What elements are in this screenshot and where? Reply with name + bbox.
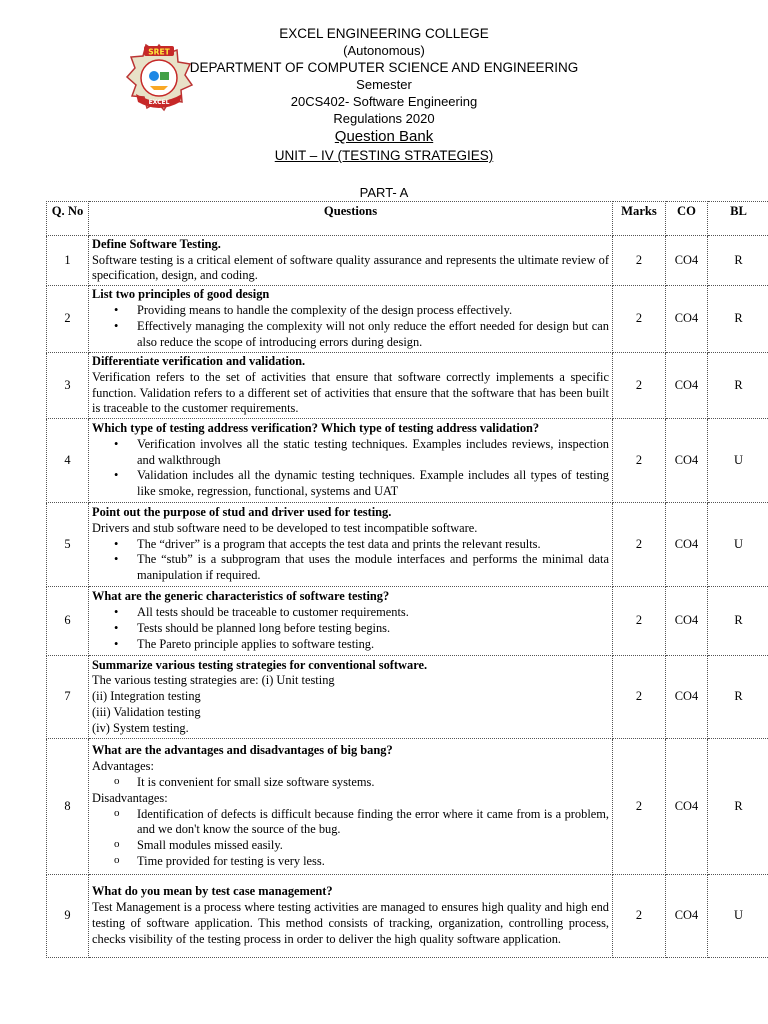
table-row xyxy=(47,656,768,739)
co-cell: CO4 xyxy=(666,739,708,875)
bl-cell: U xyxy=(708,875,768,958)
question-cell xyxy=(89,875,613,958)
question-number: 5 xyxy=(47,503,89,587)
answer-bullet-list xyxy=(92,605,609,652)
answer-line: (ii) Integration testing xyxy=(92,689,201,704)
bl-cell: R xyxy=(708,739,768,875)
question-number: 9 xyxy=(47,875,89,958)
list-item: • Tests should be planned long before testing begins. xyxy=(92,621,609,637)
question-title: List two principles of good design xyxy=(92,287,270,302)
question-title: Differentiate verification and validation. xyxy=(92,353,306,368)
list-item: • Verification involves all the static testing techniques. Examples includes reviews, inspection and walkthrough xyxy=(92,437,609,469)
college-name: EXCEL ENGINEERING COLLEGE xyxy=(279,26,489,41)
answer-text: Verification refers to the set of activities that ensure that software correctly implements a specific function. Validation refers to a different set of activities that ensure that the software that has been built is traceable to the customer requirements. xyxy=(92,369,609,416)
department-name: DEPARTMENT OF COMPUTER SCIENCE AND ENGINEERING xyxy=(189,60,579,75)
semester-label: Semester xyxy=(356,77,412,92)
advantages-label: Advantages: xyxy=(92,759,154,774)
co-cell: CO4 xyxy=(666,875,708,958)
marks-cell: 2 xyxy=(613,419,666,503)
disadvantages-list xyxy=(92,807,609,870)
logo-top-text: SRET xyxy=(148,47,170,57)
course-name: 20CS402- Software Engineering xyxy=(290,94,478,109)
answer-line: The various testing strategies are: (i) Unit testing xyxy=(92,673,335,688)
regulations-label: Regulations 2020 xyxy=(333,111,435,126)
question-cell xyxy=(89,286,613,353)
list-item: • All tests should be traceable to customer requirements. xyxy=(92,605,609,621)
table-row xyxy=(47,739,768,875)
col-qno-header: Q. No xyxy=(47,202,89,236)
co-cell: CO4 xyxy=(666,503,708,587)
disadvantages-label: Disadvantages: xyxy=(92,790,168,805)
answer-line: (iv) System testing. xyxy=(92,720,189,735)
bl-cell: R xyxy=(708,286,768,353)
list-item: • Providing means to handle the complexity of the design process effectively. xyxy=(92,303,609,319)
question-title: What are the generic characteristics of software testing? xyxy=(92,589,390,604)
bl-cell: R xyxy=(708,587,768,656)
table-row xyxy=(47,236,768,286)
autonomous-label: (Autonomous) xyxy=(343,43,425,58)
question-title: Define Software Testing. xyxy=(92,236,221,251)
marks-cell: 2 xyxy=(613,353,666,419)
list-item: o Identification of defects is difficult because finding the error where it came from is a problem, and we don't know the source of the bug. xyxy=(92,807,609,839)
marks-cell: 2 xyxy=(613,656,666,739)
logo-bottom-text: EXCEL xyxy=(148,99,170,106)
unit-title: UNIT – IV (TESTING STRATEGIES) xyxy=(274,148,494,163)
list-item: • The “stub” is a subprogram that uses the module interfaces and performs the minimal data manipulation if required. xyxy=(92,552,609,584)
table-row xyxy=(47,353,768,419)
question-title: Point out the purpose of stud and driver used for testing. xyxy=(92,505,392,519)
table-row xyxy=(47,503,768,587)
advantages-list xyxy=(92,775,609,791)
list-item: • Validation includes all the dynamic testing techniques. Example includes all types of testing like smoke, regression, functional, systems and UAT xyxy=(92,468,609,500)
answer-text: Test Management is a process where testing activities are managed to ensures high quality and high end testing of software application. This method consists of tracking, organization, controlling process, checks visibility of the testing process in order to deliver the high quality software application. xyxy=(92,900,609,946)
question-number: 7 xyxy=(47,656,89,739)
question-table xyxy=(46,201,768,958)
table-header-row xyxy=(47,202,768,236)
list-item: • The Pareto principle applies to software testing. xyxy=(92,637,609,653)
question-cell xyxy=(89,503,613,587)
question-cell xyxy=(89,656,613,739)
list-item: • The “driver” is a program that accepts the test data and prints the relevant results. xyxy=(92,537,609,553)
question-cell xyxy=(89,236,613,286)
question-cell xyxy=(89,353,613,419)
col-bl-header: BL xyxy=(708,202,768,236)
list-item: o Time provided for testing is very less. xyxy=(92,854,609,870)
answer-bullet-list xyxy=(92,303,609,350)
table-row xyxy=(47,286,768,353)
list-item: o Small modules missed easily. xyxy=(92,838,609,854)
bl-cell: U xyxy=(708,419,768,503)
co-cell: CO4 xyxy=(666,353,708,419)
co-cell: CO4 xyxy=(666,587,708,656)
co-cell: CO4 xyxy=(666,419,708,503)
list-item: o It is convenient for small size software systems. xyxy=(92,775,609,791)
marks-cell: 2 xyxy=(613,286,666,353)
question-number: 6 xyxy=(47,587,89,656)
question-cell xyxy=(89,739,613,875)
question-title: What are the advantages and disadvantages of big bang? xyxy=(92,743,393,758)
doc-title: Question Bank xyxy=(334,128,434,145)
co-cell: CO4 xyxy=(666,286,708,353)
co-cell: CO4 xyxy=(666,236,708,286)
bl-cell: R xyxy=(708,353,768,419)
table-row xyxy=(47,875,768,958)
question-title: Summarize various testing strategies for conventional software. xyxy=(92,657,428,672)
marks-cell: 2 xyxy=(613,503,666,587)
question-number: 2 xyxy=(47,286,89,353)
question-cell xyxy=(89,587,613,656)
table-row xyxy=(47,587,768,656)
answer-text: Software testing is a critical element of software quality assurance and represents the ultimate review of specification, design, and coding. xyxy=(92,252,609,283)
table-row xyxy=(47,419,768,503)
marks-cell: 2 xyxy=(613,875,666,958)
bl-cell: R xyxy=(708,656,768,739)
col-co-header: CO xyxy=(666,202,708,236)
co-cell: CO4 xyxy=(666,656,708,739)
document-header xyxy=(0,25,768,164)
marks-cell: 2 xyxy=(613,236,666,286)
part-label: PART- A xyxy=(359,185,409,200)
answer-bullet-list xyxy=(92,537,609,584)
question-title: What do you mean by test case management? xyxy=(92,884,333,899)
question-number: 1 xyxy=(47,236,89,286)
answer-text: Drivers and stub software need to be developed to test incompatible software. xyxy=(92,520,478,535)
col-marks-header: Marks xyxy=(613,202,666,236)
question-number: 8 xyxy=(47,739,89,875)
college-logo-icon xyxy=(124,42,194,112)
question-title: Which type of testing address verification? Which type of testing address validation? xyxy=(92,421,540,435)
question-number: 3 xyxy=(47,353,89,419)
bl-cell: R xyxy=(708,236,768,286)
marks-cell: 2 xyxy=(613,739,666,875)
question-cell xyxy=(89,419,613,503)
marks-cell: 2 xyxy=(613,587,666,656)
list-item: • Effectively managing the complexity will not only reduce the effort needed for design but can also reduce the scope of introducing errors during design. xyxy=(92,319,609,351)
answer-bullet-list xyxy=(92,437,609,500)
question-number: 4 xyxy=(47,419,89,503)
answer-line: (iii) Validation testing xyxy=(92,704,201,719)
bl-cell: U xyxy=(708,503,768,587)
col-questions-header: Questions xyxy=(89,202,613,236)
